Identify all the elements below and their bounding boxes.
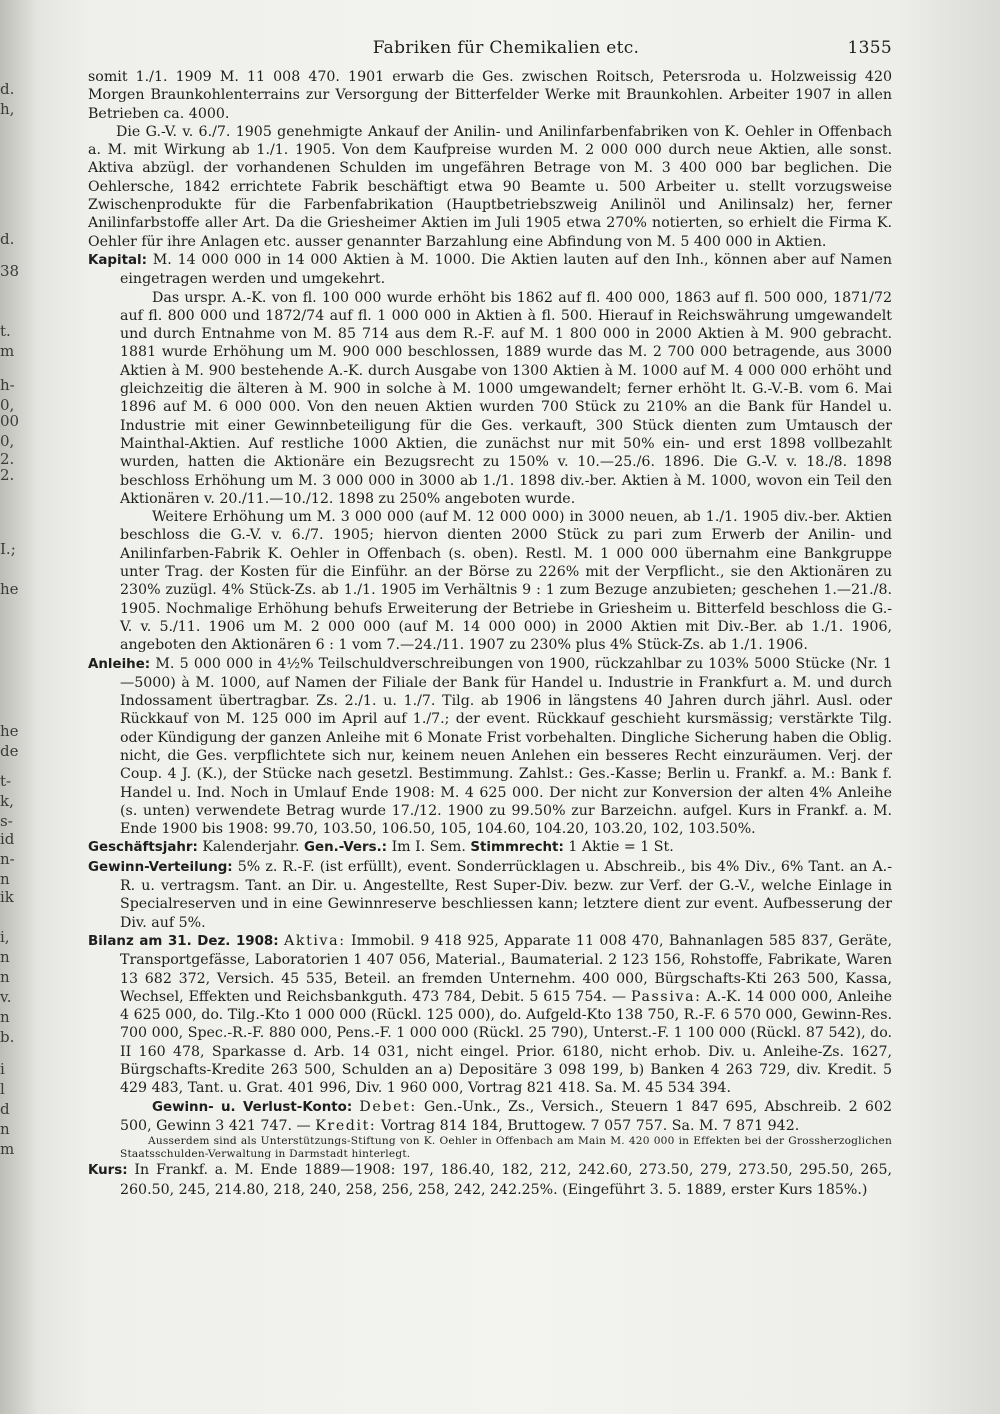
margin-fragment: m: [0, 1140, 15, 1158]
margin-fragment: i: [0, 1060, 5, 1078]
footnote-stiftung: Ausserdem sind als Unterstützungs-Stiftung von K. Oehler in Offenbach am Main M. 420 000 in Effekten bei der Grossherzoglichen Staatsschulden-Verwaltung in Darmstadt hinterlegt.: [120, 1135, 892, 1161]
section-anleihe: [88, 655, 892, 839]
section-guv: [88, 1098, 892, 1136]
margin-fragment: 2.: [0, 466, 15, 484]
margin-fragment: s-: [0, 812, 13, 830]
margin-fragment: n: [0, 968, 10, 986]
geschaeftsjahr-label: Geschäftsjahr:: [88, 840, 198, 856]
gen-vers-label: Gen.-Vers.:: [304, 840, 388, 856]
gen-vers-text: Im I. Sem.: [391, 839, 466, 856]
margin-fragment: 0,: [0, 396, 15, 414]
geschaeftsjahr-text: Kalenderjahr.: [202, 839, 300, 856]
margin-fragment: 2.: [0, 450, 15, 468]
kapital-history: Das urspr. A.-K. von fl. 100 000 wurde erhöht bis 1862 auf fl. 400 000, 1863 auf fl. 500 000, 1871/72 auf fl. 800 000 und 1872/74 auf fl. 1 000 000 in Aktien à fl. 500. Hierauf in Reichswährung umgewandelt und durch Entnahme von M. 85 714 aus dem R.-F. auf M. 1 800 000 in 2000 Aktien à M. 900 gebracht. 1881 wurde Erhöhung um M. 900 000 beschlossen, 1889 wurde das M. 2 700 000 betragende, aus 3000 Aktien à M. 900 bestehende A.-K. durch Ausgabe von 1300 Aktien à M. 1000 auf M. 4 000 000 erhöht und gleichzeitig die älteren à M. 900 in solche à M. 1000 umgewandelt; ferner erhöht lt. G.-V.-B. vom 6. Mai 1896 auf M. 6 000 000. Von den neuen Aktien wurden 700 Stück zu 210% an die Bank für Handel u. Industrie mit einer Gewinnbeteiligung für die Ges. verkauft, 300 Stück dienten zum Umtausch der Mainthal-Aktien. Auf restliche 1000 Aktien, die zunächst nur mit 50% ein- und erst 1898 vollbezahlt wurden, hatten die Aktionäre ein Bezugsrecht zu 150% v. 10.—25./6. 1896. Die G.-V. v. 18./8. 1898 beschloss Erhöhung um M. 3 000 000 in 3000 ab 1./1. 1898 div.-ber. Aktien à M. 1000, wovon ein Teil den Aktionären v. 20./11.—10./12. 1898 zu 250% angeboten wurde.: [120, 289, 892, 507]
section-gewinn-verteilung: [88, 858, 892, 932]
margin-fragment: I.;: [0, 540, 16, 558]
margin-fragment: l: [0, 1080, 5, 1098]
margin-fragment: h-: [0, 376, 15, 394]
kapital-text: M. 14 000 000 in 14 000 Aktien à M. 1000. Die Aktien lauten auf den Inh., können aber auf Namen eingetragen werden und umgekehrt.: [120, 251, 892, 288]
paragraph-oehler-acquisition: Die G.-V. v. 6./7. 1905 genehmigte Ankauf der Anilin- und Anilinfarbenfabriken von K. Oehler in Offenbach a. M. mit Wirkung ab 1./1. 1905. Von dem Kaufpreise wurden M. 2 000 000 durch neue Aktien, alle sonst. Aktiva abzügl. der vorhandenen Schulden im ungefähren Betrage von M. 3 400 000 bar beglichen. Die Oehlersche, 1842 errichtete Fabrik beschäftigt etwa 90 Beamte u. 500 Arbeiter u. stellt vorzugsweise Zwischenprodukte für die Farbenfabrikation (Hauptbetriebszweig Anilinöl und Anilinsalz) her, ferner Anilinfarbstoffe aller Art. Da die Griesheimer Aktien im Juli 1905 etwa 270% notierten, so erhielt die Firma K. Oehler für ihre Anlagen etc. ausser genannter Barzahlung eine Abfindung von M. 5 400 000 in Aktien.: [88, 123, 892, 250]
margin-fragment: n: [0, 1120, 10, 1138]
margin-fragment: m: [0, 342, 15, 360]
margin-fragment: 38: [0, 262, 20, 280]
margin-fragment: ik: [0, 888, 14, 906]
margin-fragment: d: [0, 1100, 10, 1118]
page-body: [88, 68, 892, 1388]
section-kurs: [88, 1161, 892, 1199]
margin-fragment: k,: [0, 792, 14, 810]
margin-fragment: 0,: [0, 432, 15, 450]
passiva-text: A.-K. 14 000 000, Anleihe 4 625 000, do. Tilg.-Kto 1 000 000 (Rückl. 125 000), do. Aufgeld-Kto 138 750, R.-F. 6 570 000, Gewinn-Res. 700 000, Spec.-R.-F. 880 000, Pens.-F. 1 000 000 (Rückl. 25 790), Unterst.-F. 1 100 000 (Rückl. 87 542), do. II 160 478, Sparkasse d. Arb. 14 031, nicht eingel. Prior. 6180, nicht erhob. Div. u. Anleihe-Zs. 1627, Bürgschafts-Kredite 263 500, Schulden an a) Depositäre 3 098 199, b) Banken 4 263 729, div. Kredit. 5 429 483, Tant. u. Grat. 401 996, Div. 1 960 000, Vortrag 821 418. Sa. M. 45 534 394.: [120, 988, 892, 1097]
running-header: [120, 38, 892, 62]
margin-fragment: he: [0, 722, 19, 740]
gewinn-verteilung-label: Gewinn-Verteilung:: [88, 859, 233, 875]
kurs-text: In Frankf. a. M. Ende 1889—1908: 197, 186.40, 182, 212, 242.60, 273.50, 279, 273.50, 295.50, 265, 260.50, 245, 214.80, 218, 240, 258, 256, 258, 242, 242.25%. (Eingeführt 3. 5. 1889, erster Kurs 185%.): [120, 1162, 892, 1198]
gewinn-verteilung-text: 5% z. R.-F. (ist erfüllt), event. Sonderrücklagen u. Abschreib., bis 4% Div., 6% Tant. an A.-R. u. vertragsm. Tant. an Dir. u. Angestellte, Rest Super-Div. bezw. zur Verf. der G.-V., welche Einlage in Specialreserven und in eine Gewinnreserve beschliessen kann; letztere dient zur event. Aufbesserung der Div. auf 5%.: [120, 858, 892, 931]
section-geschaeftsjahr: [88, 838, 892, 857]
margin-fragment: h,: [0, 100, 15, 118]
kurs-label: Kurs:: [88, 1163, 128, 1179]
kredit-text: Vortrag 814 184, Bruttogew. 7 057 757. Sa. M. 7 871 942.: [380, 1117, 800, 1134]
margin-fragment: n: [0, 870, 10, 888]
debet-text: Gen.-Unk., Zs., Versich., Steuern 1 847 695, Abschreib. 2 602 500, Gewinn 3 421 747. —: [120, 1098, 892, 1134]
section-bilanz: [88, 932, 892, 1098]
margin-fragment: i,: [0, 928, 10, 946]
passiva-label: Passiva:: [630, 988, 702, 1005]
anleihe-label: Anleihe:: [88, 656, 151, 672]
section-kapital: [88, 251, 892, 289]
stimmrecht-text: 1 Aktie = 1 St.: [568, 839, 674, 856]
margin-fragment: he: [0, 580, 19, 598]
kapital-increase: Weitere Erhöhung um M. 3 000 000 (auf M. 12 000 000) in 3000 neuen, ab 1./1. 1905 div.-ber. Aktien beschloss die G.-V. v. 6./7. 1905; hiervon dienten 2000 Stück zu pari zum Erwerb der Anilin- und Anilinfarben-Fabrik K. Oehler in Offenbach (s. oben). Restl. M. 1 000 000 übernahm eine Bankgruppe unter Trag. der Kosten für die Einführ. an der Börse zu 226% mit der Verpflicht., sie den Aktionären zu 230% zuzügl. 4% Stück-Zs. ab 1./1. 1905 im Verhältnis 9 : 1 zum Bezuge anzubieten; geschehen 1.—21./8. 1905. Nochmalige Erhöhung behufs Erweiterung der Betriebe in Griesheim u. Bitterfeld beschloss die G.-V. v. 5./11. 1906 um M. 2 000 000 (auf M. 14 000 000) in 2000 Aktien mit Div.-Ber. ab 1./1. 1906, angeboten den Aktionären 6 : 1 vom 7.—24./11. 1907 zu 230% plus 4% Stück-Zs. ab 1./1. 1906.: [120, 509, 892, 654]
aktiva-text: Immobil. 9 418 925, Apparate 11 008 470, Bahnanlagen 585 837, Geräte, Transportgefässe, Laboratorien 1 407 056, Material., Baumaterial. 2 123 156, Rohstoffe, Fabrikate, Waren 13 682 372, Versich. 45 535, Beteil. an fremden Unternehm. 400 000, Bürgschafts-Kti 263 500, Kassa, Wechsel, Effekten und Reichsbankguth. 473 784, Debit. 5 615 754. —: [120, 932, 892, 1005]
margin-fragment: id: [0, 830, 15, 848]
margin-fragment: t.: [0, 322, 11, 340]
margin-fragment: n: [0, 948, 10, 966]
margin-fragment: b.: [0, 1028, 15, 1046]
kapital-label: Kapital:: [88, 252, 147, 268]
header-title: Fabriken für Chemikalien etc.: [372, 38, 640, 58]
anleihe-text: M. 5 000 000 in 4½% Teilschuldverschreibungen von 1900, rückzahlbar zu 103% 5000 Stücke (Nr. 1—5000) à M. 1000, auf Namen der Filiale der Bank für Handel u. Industrie in Frankfurt a. M. und durch Indossament übertragbar. Zs. 2./1. u. 1./7. Tilg. ab 1906 in längstens 40 Jahren durch jährl. Ausl. oder Rückkauf von M. 125 000 im April auf 1./7.; der event. Rückkauf geschieht kursmässig; verstärkte Tilg. oder Kündigung der ganzen Anleihe mit 6 Monate Frist vorbehalten. Dingliche Sicherung haben die Oblig. nicht, die Ges. verpflichtete sich nur, keinem neuen Anlehen ein besseres Recht einzuräumen. Verj. der Coup. 4 J. (K.), der Stücke nach gesetzl. Bestimmung. Zahlst.: Ges.-Kasse; Berlin u. Frankf. a. M.: Bank f. Handel u. Ind. Noch in Umlauf Ende 1908: M. 4 625 000. Der nicht zur Konversion der alten 4% Anleihe (s. unten) verwendete Betrag wurde 17./12. 1900 zu 99.50% zur Barzeichn. aufgel. Kurs in Frankf. a. M. Ende 1900 bis 1908: 99.70, 103.50, 106.50, 105, 104.60, 104.20, 103.20, 102, 103.50%.: [120, 655, 893, 838]
margin-fragment: 00: [0, 412, 20, 430]
margin-fragment: t-: [0, 772, 12, 790]
margin-fragment: n-: [0, 850, 15, 868]
margin-fragment: de: [0, 742, 19, 760]
page-number: 1355: [847, 38, 892, 58]
margin-fragment: d.: [0, 230, 15, 248]
margin-fragment: n: [0, 1008, 10, 1026]
stimmrecht-label: Stimmrecht:: [470, 840, 564, 856]
guv-label: Gewinn- u. Verlust-Konto:: [152, 1099, 353, 1115]
kredit-label: Kredit:: [315, 1117, 377, 1134]
aktiva-label: Aktiva:: [284, 932, 346, 949]
bilanz-label: Bilanz am 31. Dez. 1908:: [88, 933, 279, 949]
margin-fragment: v.: [0, 988, 12, 1006]
paragraph-history: somit 1./1. 1909 M. 11 008 470. 1901 erwarb die Ges. zwischen Roitsch, Petersroda u. Holzweissig 420 Morgen Braunkohlenterrains zur Versorgung der Bitterfelder Werke mit Braunkohlen. Arbeiter 1907 in allen Betrieben ca. 4000.: [88, 69, 892, 122]
debet-label: Debet:: [359, 1098, 417, 1115]
margin-fragment: d.: [0, 80, 15, 98]
